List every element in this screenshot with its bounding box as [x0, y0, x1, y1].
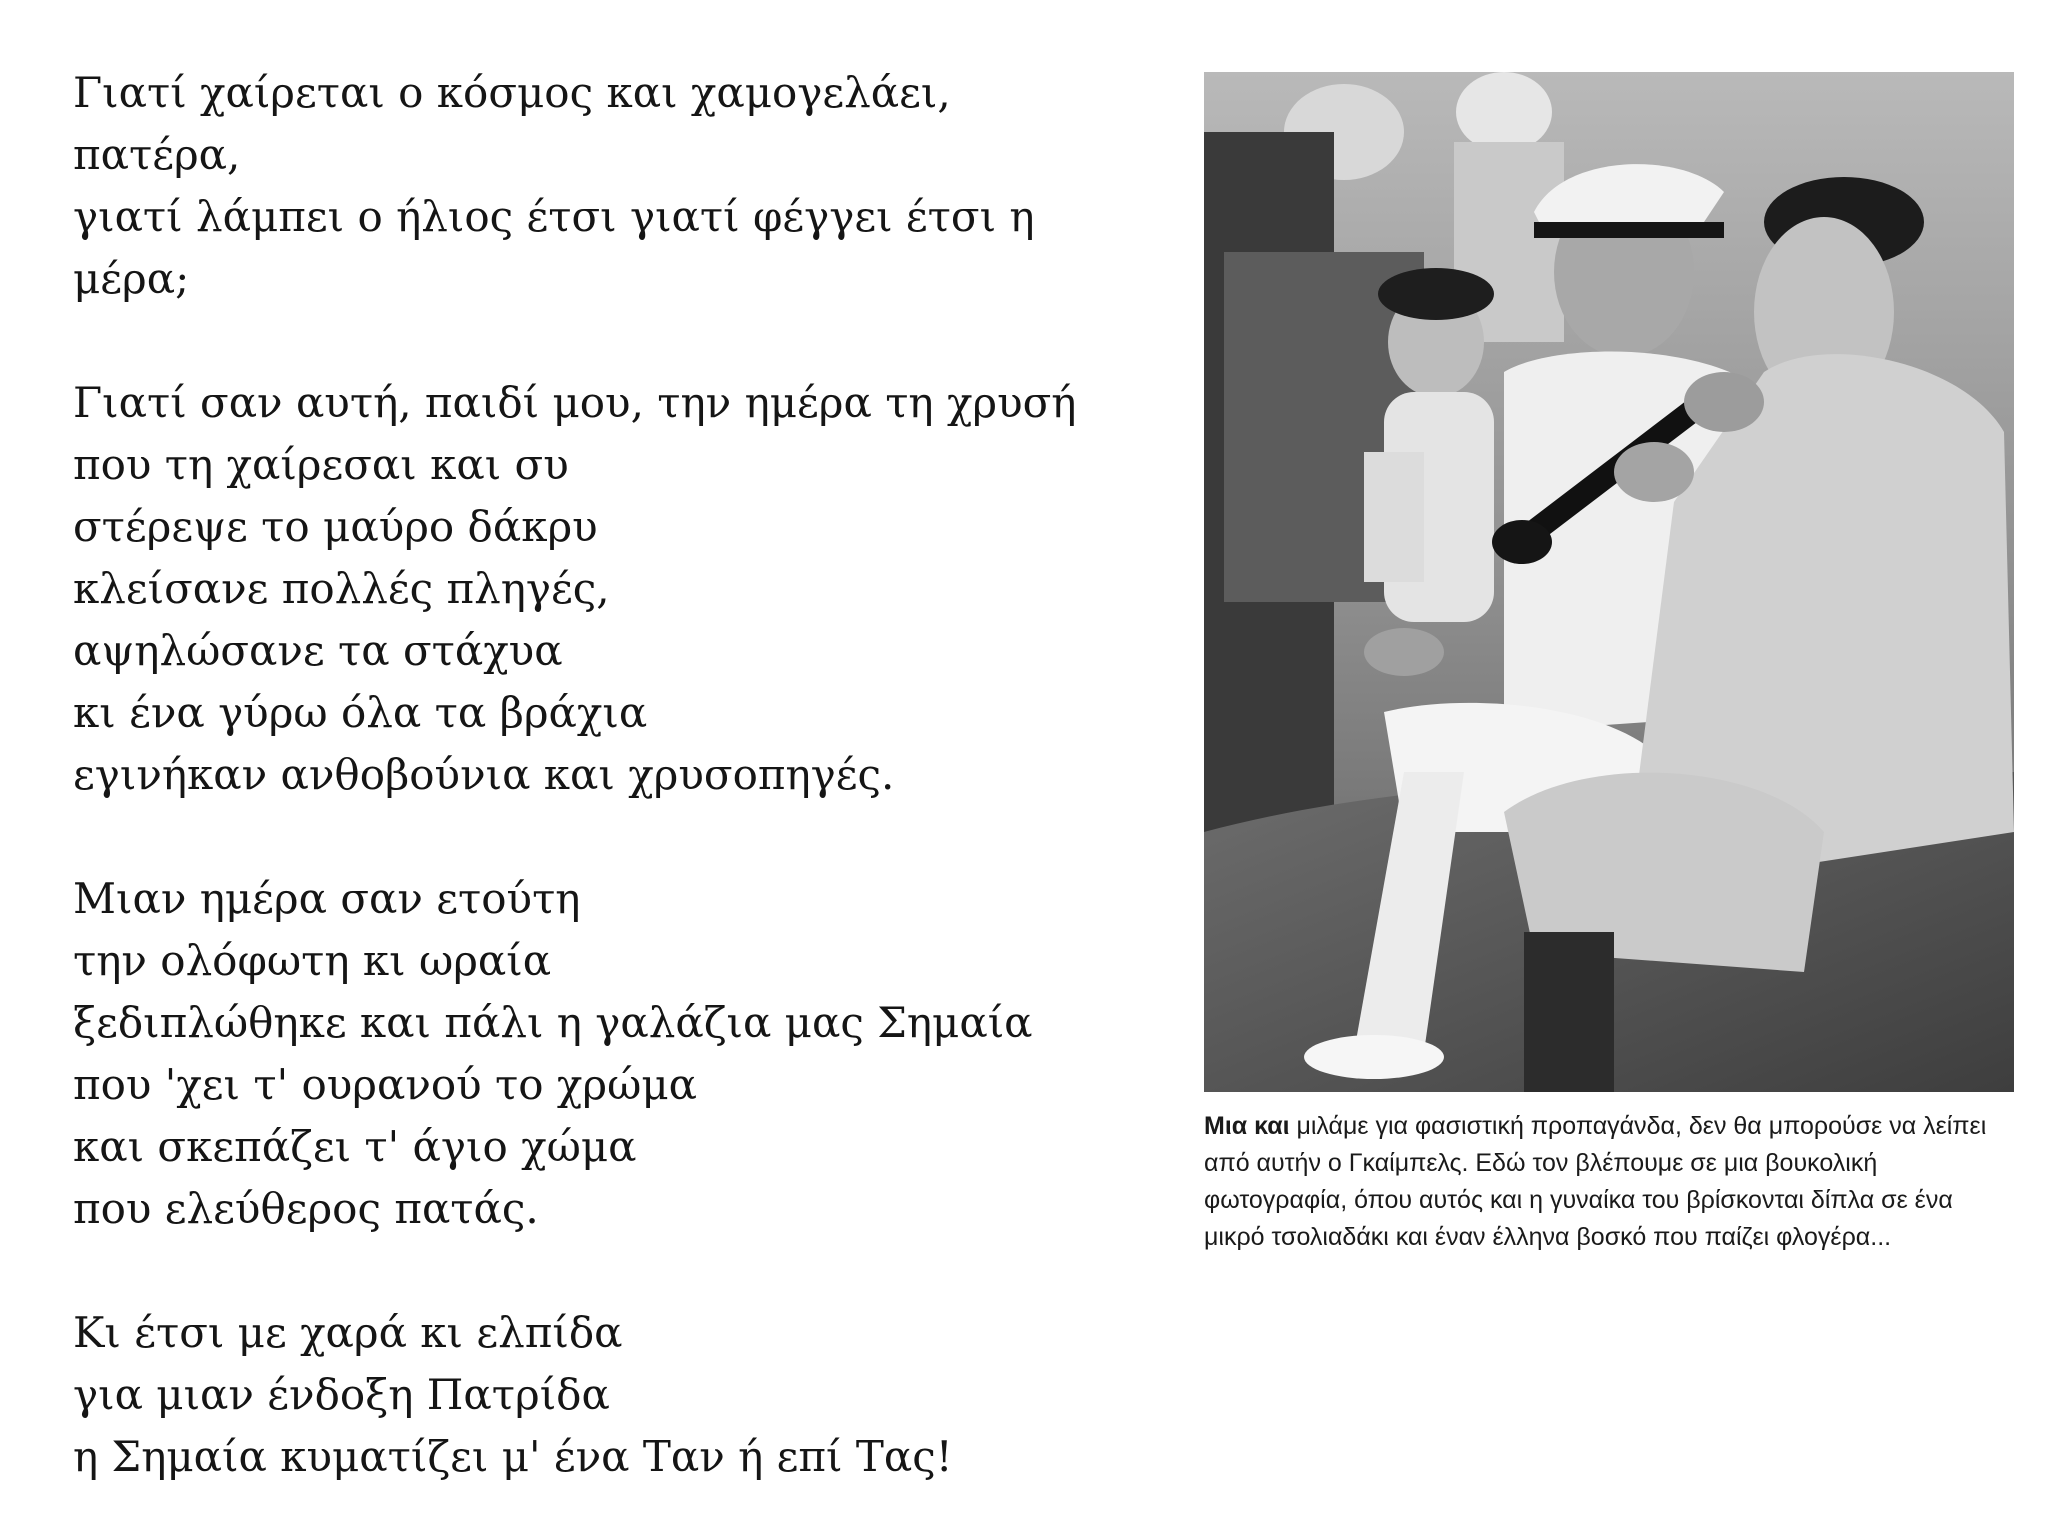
poem-stanza-1 — [73, 62, 1163, 310]
poem-stanza-4 — [73, 1302, 1163, 1488]
photo-with-caption — [1204, 72, 2014, 1256]
poem-line: την ολόφωτη κι ωραία — [73, 936, 552, 985]
poem-line: και σκεπάζει τ' άγιο χώμα — [73, 1122, 637, 1171]
poem-line: η Σημαία κυματίζει μ' ένα Ταν ή επί Τας! — [73, 1432, 953, 1481]
poem — [73, 62, 1163, 1488]
poem-line: αψηλώσανε τα στάχυα — [73, 626, 563, 675]
poem-line: Μιαν ημέρα σαν ετούτη — [73, 874, 581, 923]
poem-line: που 'χει τ' ουρανού το χρώμα — [73, 1060, 697, 1109]
poem-line: που τη χαίρεσαι και συ — [73, 440, 569, 489]
black-and-white-photograph-icon — [1204, 72, 2014, 1092]
poem-stanza-2 — [73, 372, 1163, 806]
poem-line: ξεδιπλώθηκε και πάλι η γαλάζια μας Σημαία — [73, 998, 1033, 1047]
poem-line: για μιαν ένδοξη Πατρίδα — [73, 1370, 610, 1419]
poem-stanza-3 — [73, 868, 1163, 1240]
poem-line: Κι έτσι με χαρά κι ελπίδα — [73, 1308, 623, 1357]
caption-lead: Μια και — [1204, 1112, 1290, 1140]
caption-text: μιλάμε για φασιστική προπαγάνδα, δεν θα μπορούσε να λείπει από αυτήν ο Γκαίμπελς. Εδώ τον βλέπουμε σε μια βουκολική φωτογραφία, όπου αυτός και η γυναίκα του βρίσκονται δίπλα σε ένα μικρό τσολιαδάκι και έναν έλληνα βοσκό που παίζει φλογέρα... — [1204, 1112, 1987, 1251]
poem-line: γιατί λάμπει ο ήλιος έτσι γιατί φέγγει έτσι η — [73, 192, 1035, 241]
photo-caption — [1204, 1108, 1994, 1256]
poem-line: κλείσανε πολλές πληγές, — [73, 564, 610, 613]
poem-line: που ελεύθερος πατάς. — [73, 1184, 539, 1233]
poem-line: Γιατί σαν αυτή, παιδί μου, την ημέρα τη χρυσή — [73, 378, 1077, 427]
poem-line: εγινήκαν ανθοβούνια και χρυσοπηγές. — [73, 750, 895, 799]
poem-line: πατέρα, — [73, 130, 241, 179]
poem-line: στέρεψε το μαύρο δάκρυ — [73, 502, 598, 551]
poem-line: κι ένα γύρω όλα τα βράχια — [73, 688, 648, 737]
poem-line: μέρα; — [73, 254, 190, 303]
poem-line: Γιατί χαίρεται ο κόσμος και χαμογελάει, — [73, 68, 951, 117]
